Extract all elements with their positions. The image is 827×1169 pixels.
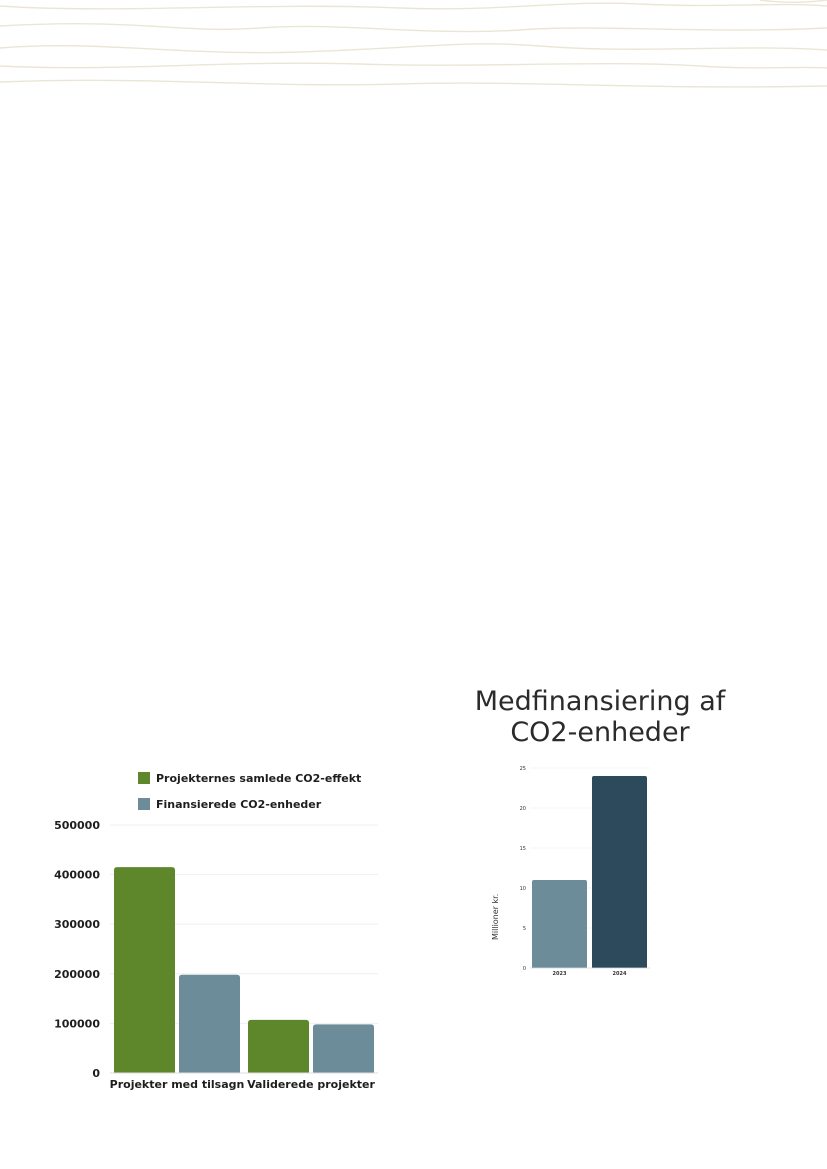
y-tick-label: 300000 [54, 918, 100, 932]
x-tick-label: Validerede projekter [247, 1078, 375, 1091]
x-tick-label: 2023 [552, 971, 567, 977]
funding-title-line1: Medfinansiering af [474, 686, 726, 717]
funding-title-line2: CO2-enheder [510, 717, 690, 748]
funding-bar-chart [500, 760, 660, 980]
y-tick-label: 15 [519, 846, 526, 852]
bar-2023 [532, 880, 587, 968]
funding-y-axis-label: Millioner kr. [491, 893, 500, 940]
bar-1-2 [248, 1020, 309, 1073]
y-tick-label: 20 [519, 806, 526, 812]
y-tick-label: 25 [519, 766, 526, 772]
decorative-wood-lines [0, 0, 827, 100]
y-tick-label: 200000 [54, 967, 100, 981]
funding-chart-title [440, 686, 760, 748]
y-tick-label: 5 [522, 926, 526, 932]
bar-2-2 [313, 1024, 374, 1073]
y-tick-label: 100000 [54, 1017, 100, 1031]
bar-1-1 [114, 867, 175, 1073]
legend-swatch-1 [138, 772, 150, 784]
y-tick-label: 400000 [54, 868, 100, 882]
y-tick-label: 10 [519, 886, 526, 892]
x-tick-label: 2024 [612, 971, 627, 977]
bar-2024 [592, 776, 647, 968]
y-tick-label: 0 [522, 966, 526, 972]
x-tick-label: Projekter med tilsagn [109, 1078, 245, 1091]
y-tick-label: 500000 [54, 819, 100, 832]
legend-label-2: Finansierede CO2-enheder [156, 798, 322, 811]
co2-effect-bar-chart [50, 760, 390, 1100]
legend-label-1: Projekternes samlede CO2-effekt [156, 772, 362, 785]
y-tick-label: 0 [92, 1067, 100, 1080]
legend-swatch-2 [138, 798, 150, 810]
bar-2-1 [179, 975, 240, 1073]
